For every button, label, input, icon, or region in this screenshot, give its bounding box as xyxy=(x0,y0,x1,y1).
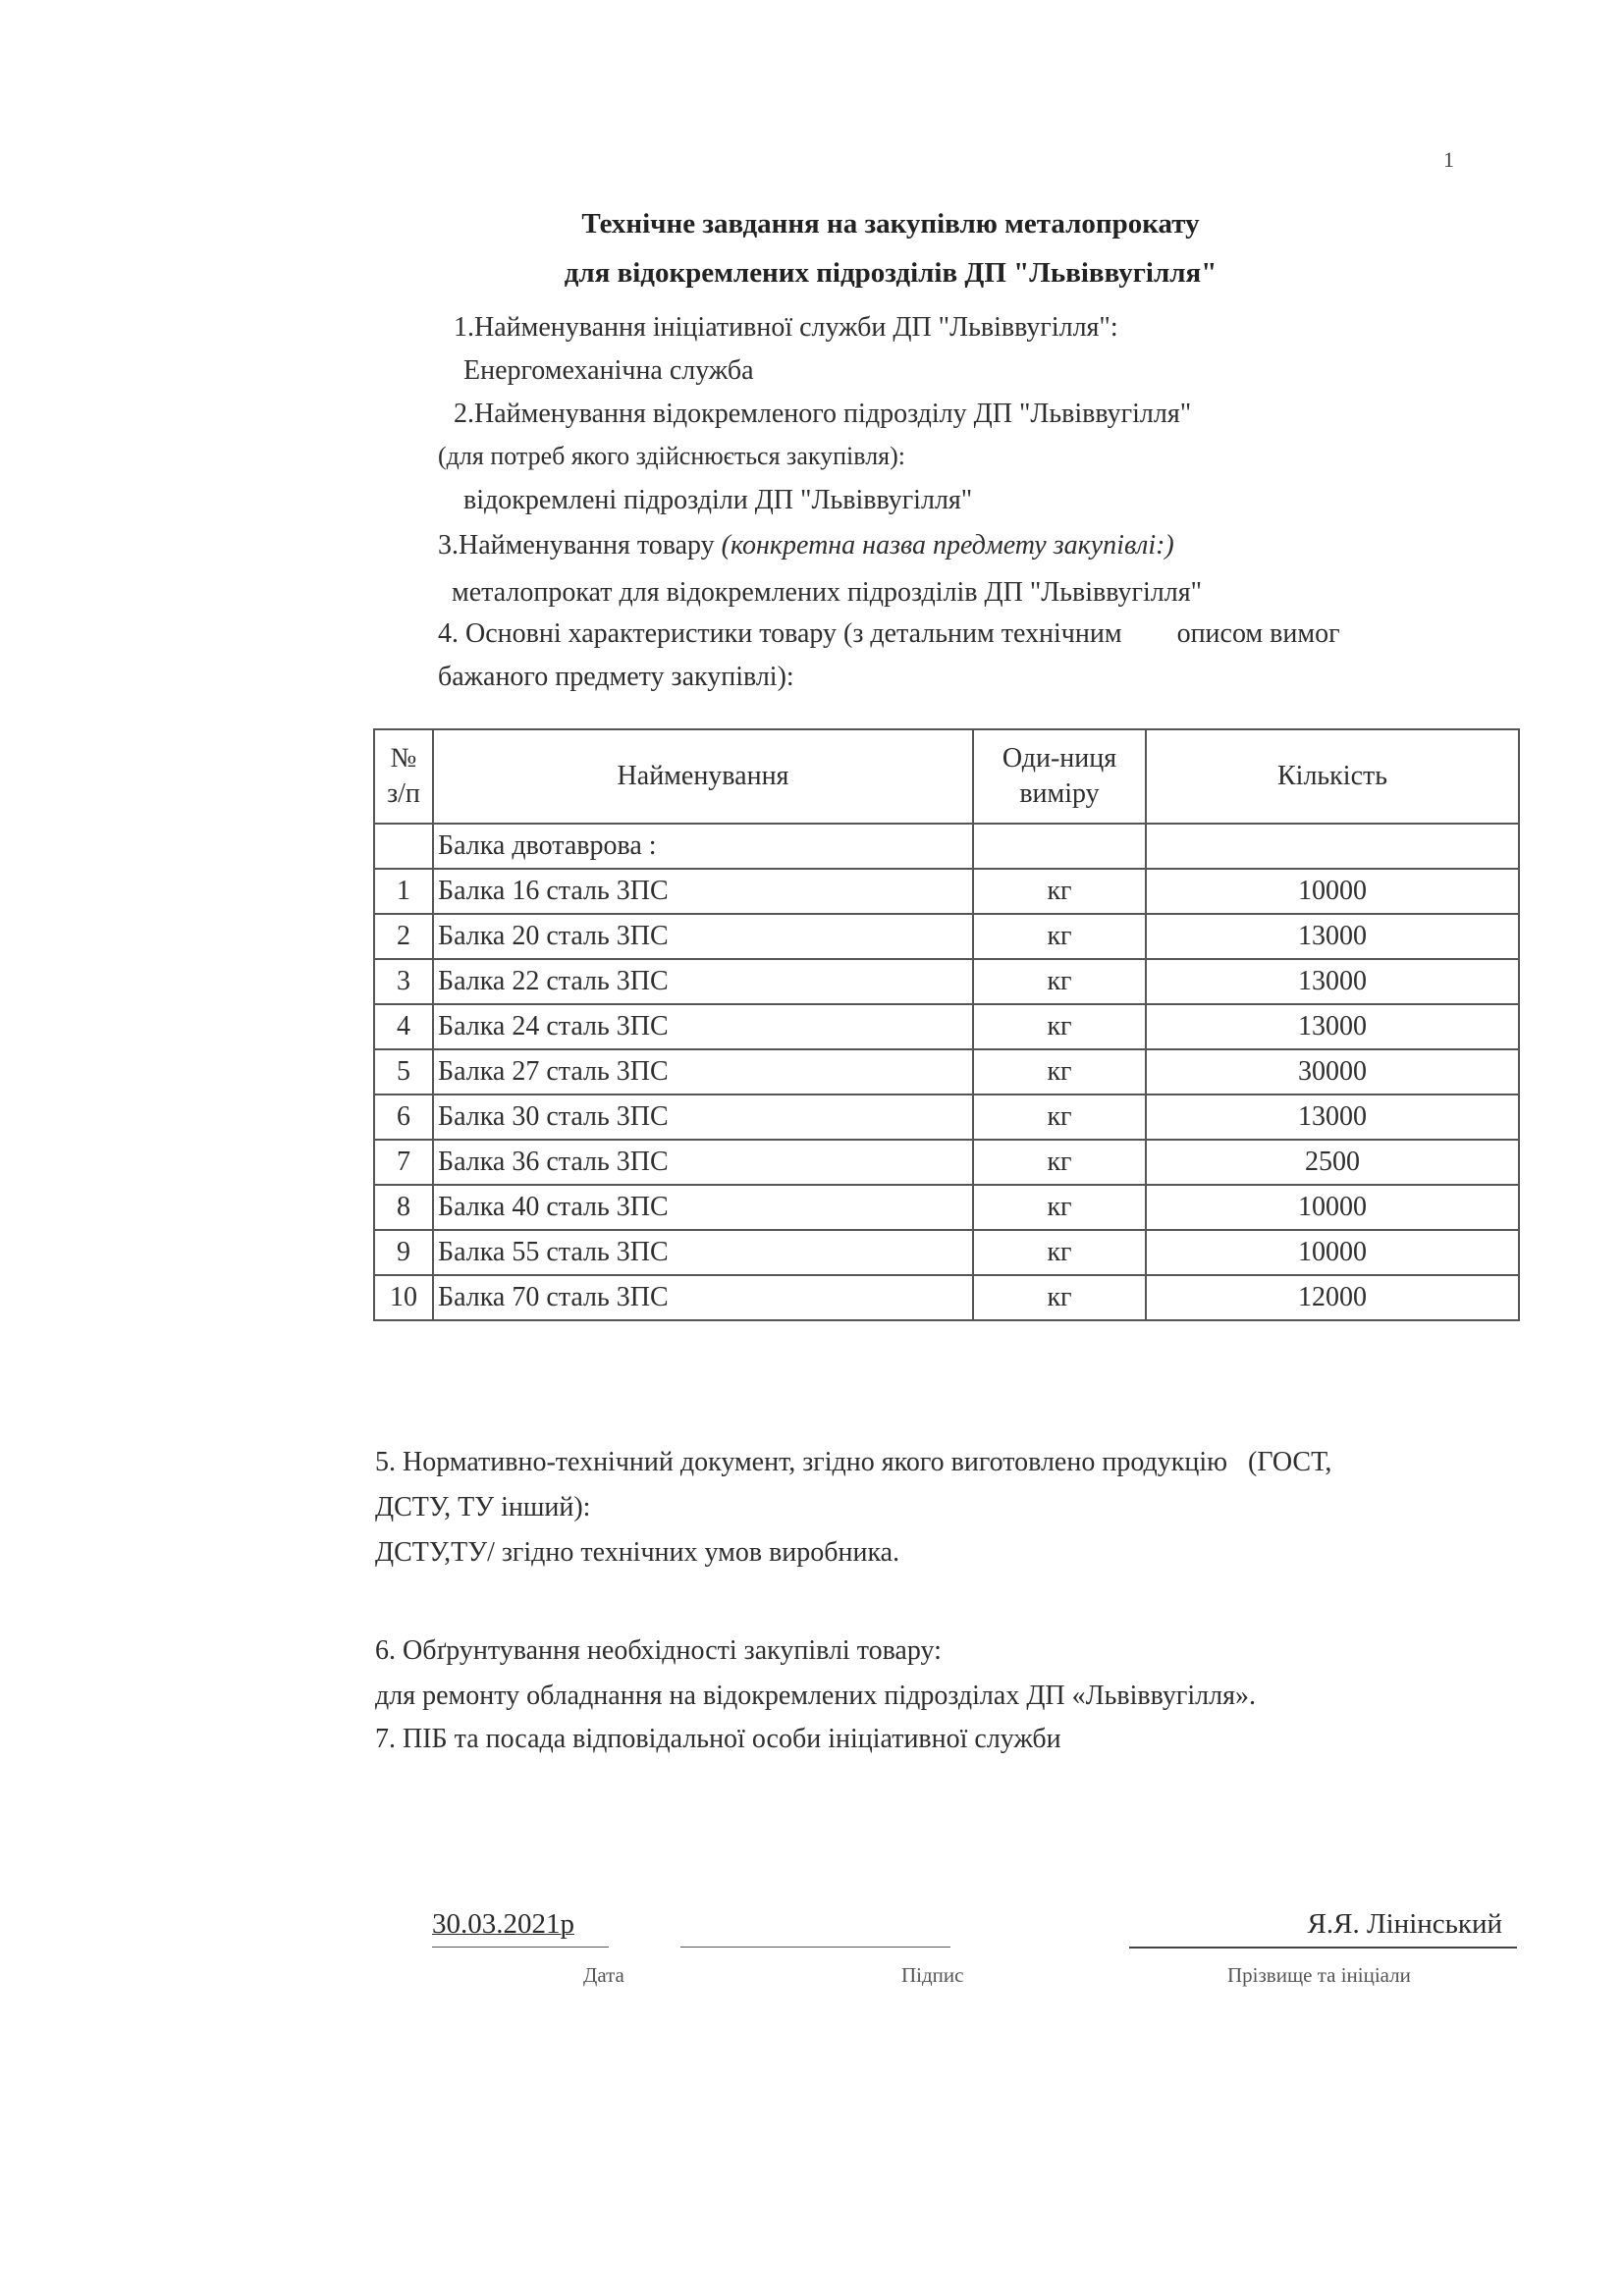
table-row xyxy=(374,869,1519,914)
table-row xyxy=(374,1049,1519,1095)
row-name-cell: Балка 55 сталь 3ПС xyxy=(433,1230,973,1275)
row-unit-cell: кг xyxy=(973,959,1146,1004)
section6-line1: 6. Обґрунтування необхідності закупівлі товару: xyxy=(375,1635,942,1666)
section4-line1: 4. Основні характеристики товару (з детальним технічним описом вимог xyxy=(438,618,1340,649)
table-row xyxy=(374,1230,1519,1275)
page-number: 1 xyxy=(1443,147,1454,172)
row-qty-cell: 30000 xyxy=(1146,1049,1519,1095)
row-qty-cell: 2500 xyxy=(1146,1140,1519,1185)
date-underline xyxy=(432,1947,609,1948)
row-unit-cell: кг xyxy=(973,1004,1146,1049)
section4-line2: бажаного предмету закупівлі): xyxy=(438,662,794,692)
row-unit-cell: кг xyxy=(973,914,1146,959)
row-no-cell: 4 xyxy=(374,1004,433,1049)
caption-signature: Підпис xyxy=(901,1963,964,1987)
header-name: Найменування xyxy=(433,729,973,824)
section2-note: (для потреб якого здійснюється закупівля): xyxy=(438,442,906,470)
row-unit-cell: кг xyxy=(973,1049,1146,1095)
row-qty-cell: 10000 xyxy=(1146,1230,1519,1275)
table-row xyxy=(374,914,1519,959)
section1-label xyxy=(454,312,1118,344)
table-row xyxy=(374,1095,1519,1140)
row-qty-cell: 13000 xyxy=(1146,914,1519,959)
section3-label: 3.Найменування товару xyxy=(438,530,715,561)
caption-name: Прізвище та ініціали xyxy=(1227,1963,1411,1987)
row-no-cell: 7 xyxy=(374,1140,433,1185)
row-name-cell: Балка 22 сталь 3ПС xyxy=(433,959,973,1004)
header-no: № з/п xyxy=(374,729,433,824)
row-qty-cell: 10000 xyxy=(1146,869,1519,914)
row-name-cell: Балка 40 сталь 3ПС xyxy=(433,1185,973,1230)
table-row xyxy=(374,959,1519,1004)
signature-name: Я.Я. Лінінський xyxy=(1307,1908,1502,1940)
row-no-cell: 3 xyxy=(374,959,433,1004)
row-name-cell: Балка 36 сталь 3ПС xyxy=(433,1140,973,1185)
row-qty-cell: 12000 xyxy=(1146,1275,1519,1320)
section1-value: Енергомеханічна служба xyxy=(463,355,754,386)
group-label: Балка двотаврова : xyxy=(433,824,973,869)
section1-label-text: 1.Найменування ініціативної служби ДП "Львіввугілля": xyxy=(454,312,1118,343)
table-group-row xyxy=(374,824,1519,869)
row-no-cell: 8 xyxy=(374,1185,433,1230)
row-name-cell: Балка 27 сталь 3ПС xyxy=(433,1049,973,1095)
signature-date: 30.03.2021р xyxy=(432,1908,574,1940)
table-row xyxy=(374,1185,1519,1230)
row-qty-cell: 13000 xyxy=(1146,1095,1519,1140)
row-qty-cell: 10000 xyxy=(1146,1185,1519,1230)
row-unit-cell: кг xyxy=(973,869,1146,914)
table-row xyxy=(374,1004,1519,1049)
section3-value: металопрокат для відокремлених підрозділів ДП "Львіввугілля" xyxy=(452,577,1203,608)
row-no-cell: 10 xyxy=(374,1275,433,1320)
row-no-cell: 9 xyxy=(374,1230,433,1275)
section7-line1: 7. ПІБ та посада відповідальної особи ініціативної служби xyxy=(375,1724,1061,1754)
row-name-cell: Балка 24 сталь 3ПС xyxy=(433,1004,973,1049)
section2-value: відокремлені підрозділи ДП "Львіввугілля" xyxy=(463,485,973,515)
section5-line3: ДСТУ,ТУ/ згідно технічних умов виробника. xyxy=(375,1537,900,1568)
group-qty-cell xyxy=(1146,824,1519,869)
row-no-cell: 5 xyxy=(374,1049,433,1095)
row-name-cell: Балка 16 сталь 3ПС xyxy=(433,869,973,914)
caption-date: Дата xyxy=(583,1963,624,1987)
row-unit-cell: кг xyxy=(973,1275,1146,1320)
row-unit-cell: кг xyxy=(973,1095,1146,1140)
document-title-line2: для відокремлених підрозділів ДП "Львіввугілля" xyxy=(564,257,1218,289)
section5-line1: 5. Нормативно-технічний документ, згідно якого виготовлено продукцію (ГОСТ, xyxy=(375,1447,1332,1477)
row-name-cell: Балка 70 сталь 3ПС xyxy=(433,1275,973,1320)
table-header-row xyxy=(374,729,1519,824)
row-name-cell: Балка 20 сталь 3ПС xyxy=(433,914,973,959)
section6-line2: для ремонту обладнання на відокремлених підрозділах ДП «Львіввугілля». xyxy=(375,1681,1256,1711)
row-no-cell: 2 xyxy=(374,914,433,959)
spec-table xyxy=(373,728,1520,1321)
signature-line xyxy=(680,1947,950,1948)
group-no-cell xyxy=(374,824,433,869)
table-row xyxy=(374,1275,1519,1320)
document-title-line1: Технічне завдання на закупівлю металопрокату xyxy=(581,208,1200,240)
header-unit: Оди-ниця виміру xyxy=(973,729,1146,824)
section3-line xyxy=(438,530,1174,561)
section2-label: 2.Найменування відокремленого підрозділу ДП "Львіввугілля" xyxy=(454,399,1192,429)
header-qty: Кількість xyxy=(1146,729,1519,824)
section5-line2: ДСТУ, ТУ інший): xyxy=(375,1492,591,1522)
table-row xyxy=(374,1140,1519,1185)
row-unit-cell: кг xyxy=(973,1140,1146,1185)
row-qty-cell: 13000 xyxy=(1146,1004,1519,1049)
section3-note: (конкретна назва предмету закупівлі:) xyxy=(721,530,1174,561)
row-no-cell: 1 xyxy=(374,869,433,914)
row-name-cell: Балка 30 сталь 3ПС xyxy=(433,1095,973,1140)
row-unit-cell: кг xyxy=(973,1185,1146,1230)
row-qty-cell: 13000 xyxy=(1146,959,1519,1004)
name-underline xyxy=(1129,1947,1517,1949)
row-unit-cell: кг xyxy=(973,1230,1146,1275)
group-unit-cell xyxy=(973,824,1146,869)
row-no-cell: 6 xyxy=(374,1095,433,1140)
